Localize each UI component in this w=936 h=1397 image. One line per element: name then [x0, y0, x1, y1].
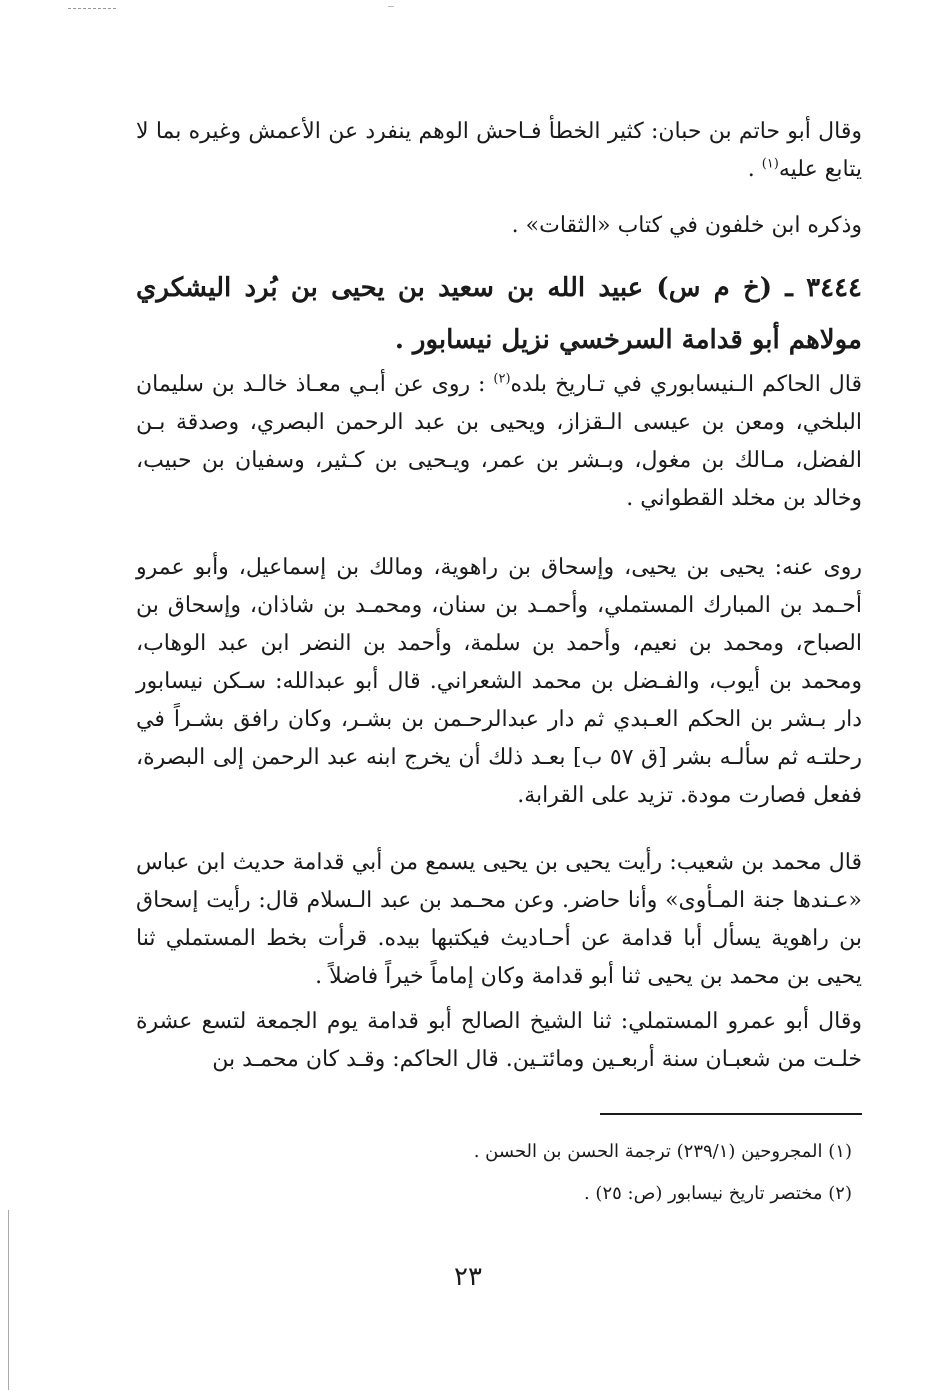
footnote-divider — [600, 1113, 862, 1115]
paragraph-narrators: روى عنه: يحيى بن يحيى، وإسحاق بن راهوية، ومالك بن إسماعيل، وأبو عمرو أحـمد بن المبارك المستملي، وأحمـد بن سنان، ومحمـد بن شاذان، وإسحاق بن الصباح، ومحمد بن نعيم، وأحمد بن سلمة، وأحمد بن النضر ابن عبد الوهاب، ومحمد بن أيوب، والفـضل بن محمد الشعراني. قال أبو عبدالله: سـكن نيسابور دار بـشر بن الحكم العـبدي ثم دار عبدالرحـمن بن بشـر، وكان رافق بشـراً في رحلتـه ثم سألـه بشر [ق ٥٧ ب] بعـد ذلك أن يخرج ابنه عبد الرحمن إلى البصرة، ففعل فصارت مودة. تزيد على القرابة. — [136, 555, 862, 808]
footnote-ref[interactable]: (٢) — [493, 371, 511, 387]
footnote-1: (١) المجروحين (٢٣٩/١) ترجمة الحسن بن الحسن . — [473, 1141, 852, 1162]
entry-heading: ٣٤٤٤ ـ (خ م س) عبيد الله بن سعيد بن يحيى بن بُرد اليشكري مولاهم أبو قدامة السرخسي نزيل نيسابور . — [136, 273, 862, 355]
paragraph-ibn-hibban: وقال أبو حاتم بن حبان: كثير الخطأ فـاحش الوهم ينفرد عن الأعمش وغيره بما لا يتابع عليه$^{(١)}$ . — [136, 119, 862, 182]
paragraph-ibn-khalfun: وذكره ابن خلفون في كتاب «الثقات» . — [511, 213, 862, 238]
scan-artifact-mark — [388, 6, 394, 7]
paragraph-muhammad-shuayb: قال محمد بن شعيب: رأيت يحيى بن يحيى يسمع من أبي قدامة حديث ابن عباس «عـندها جنة المـأوى» وأنا حاضر. وعن محـمد بن عبد الـسلام قال: رأيت إسحاق بن راهوية يسأل أبا قدامة عن أحـاديث فيكتبها بيده. قرأت بخط المستملي ثنا يحيى بن محمد بن يحيى ثنا أبو قدامة وكان إماماً خيراً فاضلاً . — [136, 850, 862, 989]
paragraph-mustamli: وقال أبو عمرو المستملي: ثنا الشيخ الصالح أبو قدامة يوم الجمعة لتسع عشرة خلـت من شعبـان سنة أربعـين ومائتـين. قال الحاكم: وقـد كان محمـد بن — [136, 1009, 862, 1072]
page-number: ٢٣ — [454, 1262, 482, 1292]
footnote-ref[interactable]: (١) — [761, 156, 779, 172]
scan-edge-line — [8, 1210, 9, 1390]
scan-artifact-mark — [68, 8, 116, 9]
footnote-2: (٢) مختصر تاريخ نيسابور (ص: ٢٥) . — [583, 1183, 852, 1204]
paragraph-hakim: قال الحاكم الـنيسابوري في تـاريخ بلده$^{(٢)}$ : روى عن أبـي معـاذ خالـد بن سليمان البلخي، ومعن بن عيسى الـقزاز، ويحيى بن عبد الرحمن البصري، وصدقة بـن الفضل، مـالك بن مغول، وبـشر بن عمر، ويـحيى بن كـثير، وسفيان بن حبيب، وخالد بن مخلد القطواني . — [136, 371, 862, 511]
